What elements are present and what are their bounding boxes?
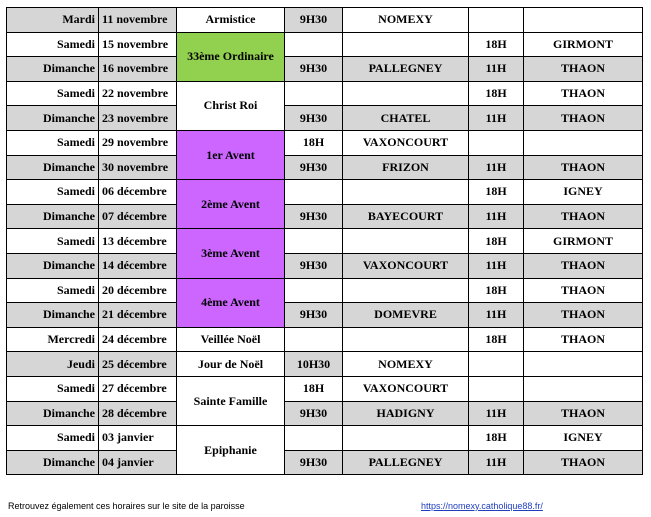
- date-cell: 22 novembre: [99, 81, 177, 106]
- time-cell: [469, 376, 524, 401]
- parish-cell: BAYECOURT: [343, 204, 469, 229]
- feast-cell: Epiphanie: [177, 426, 285, 475]
- time-cell: [285, 180, 343, 205]
- time-cell: 11H: [469, 155, 524, 180]
- parish-cell: PALLEGNEY: [343, 57, 469, 82]
- time-cell: [469, 352, 524, 377]
- date-cell: 23 novembre: [99, 106, 177, 131]
- date-cell: 14 décembre: [99, 253, 177, 278]
- time-cell: 18H: [469, 426, 524, 451]
- feast-cell: 33ème Ordinaire: [177, 32, 285, 81]
- day-cell: Samedi: [7, 32, 99, 57]
- time-cell: 10H30: [285, 352, 343, 377]
- time-cell: 18H: [469, 278, 524, 303]
- day-cell: Jeudi: [7, 352, 99, 377]
- day-cell: Samedi: [7, 376, 99, 401]
- date-cell: 15 novembre: [99, 32, 177, 57]
- parish-cell: [343, 327, 469, 352]
- day-cell: Dimanche: [7, 106, 99, 131]
- time-cell: 9H30: [285, 106, 343, 131]
- day-cell: Samedi: [7, 229, 99, 254]
- feast-cell: Armistice: [177, 8, 285, 33]
- parish-cell: THAON: [524, 278, 643, 303]
- parish-cell: THAON: [524, 204, 643, 229]
- time-cell: 11H: [469, 57, 524, 82]
- date-cell: 11 novembre: [99, 8, 177, 33]
- feast-cell: Jour de Noël: [177, 352, 285, 377]
- time-cell: [469, 8, 524, 33]
- time-cell: 9H30: [285, 204, 343, 229]
- table-row: [7, 253, 643, 278]
- date-cell: 04 janvier: [99, 450, 177, 475]
- time-cell: 9H30: [285, 401, 343, 426]
- time-cell: 18H: [469, 180, 524, 205]
- parish-cell: PALLEGNEY: [343, 450, 469, 475]
- time-cell: [285, 278, 343, 303]
- date-cell: 28 décembre: [99, 401, 177, 426]
- time-cell: 11H: [469, 450, 524, 475]
- time-cell: [285, 32, 343, 57]
- date-cell: 25 décembre: [99, 352, 177, 377]
- day-cell: Dimanche: [7, 253, 99, 278]
- day-cell: Dimanche: [7, 401, 99, 426]
- date-cell: 03 janvier: [99, 426, 177, 451]
- time-cell: 9H30: [285, 253, 343, 278]
- time-cell: 18H: [469, 327, 524, 352]
- parish-cell: [343, 229, 469, 254]
- table-row: [7, 450, 643, 475]
- parish-cell: VAXONCOURT: [343, 253, 469, 278]
- table-row: [7, 155, 643, 180]
- parish-cell: HADIGNY: [343, 401, 469, 426]
- day-cell: Dimanche: [7, 450, 99, 475]
- time-cell: 18H: [285, 130, 343, 155]
- table-row: [7, 130, 643, 155]
- time-cell: 9H30: [285, 155, 343, 180]
- date-cell: 13 décembre: [99, 229, 177, 254]
- day-cell: Dimanche: [7, 204, 99, 229]
- parish-cell: [343, 81, 469, 106]
- parish-cell: GIRMONT: [524, 229, 643, 254]
- table-row: [7, 106, 643, 131]
- parish-cell: FRIZON: [343, 155, 469, 180]
- time-cell: 18H: [469, 81, 524, 106]
- time-cell: [285, 426, 343, 451]
- day-cell: Mercredi: [7, 327, 99, 352]
- day-cell: Dimanche: [7, 303, 99, 328]
- parish-cell: NOMEXY: [343, 8, 469, 33]
- date-cell: 30 novembre: [99, 155, 177, 180]
- date-cell: 07 décembre: [99, 204, 177, 229]
- time-cell: [469, 130, 524, 155]
- table-row: [7, 303, 643, 328]
- parish-cell: [524, 352, 643, 377]
- table-row: [7, 57, 643, 82]
- parish-cell: CHATEL: [343, 106, 469, 131]
- day-cell: Mardi: [7, 8, 99, 33]
- table-row: [7, 352, 643, 377]
- table-row: [7, 376, 643, 401]
- parish-cell: THAON: [524, 327, 643, 352]
- parish-cell: THAON: [524, 253, 643, 278]
- parish-cell: THAON: [524, 57, 643, 82]
- time-cell: 11H: [469, 204, 524, 229]
- parish-cell: [524, 130, 643, 155]
- parish-cell: NOMEXY: [343, 352, 469, 377]
- time-cell: 18H: [469, 229, 524, 254]
- time-cell: [285, 229, 343, 254]
- feast-cell: Christ Roi: [177, 81, 285, 130]
- day-cell: Samedi: [7, 81, 99, 106]
- feast-cell: 4ème Avent: [177, 278, 285, 327]
- feast-cell: 1er Avent: [177, 130, 285, 179]
- table-row: [7, 401, 643, 426]
- parish-cell: THAON: [524, 303, 643, 328]
- table-row: [7, 180, 643, 205]
- time-cell: 11H: [469, 253, 524, 278]
- parish-cell: [343, 32, 469, 57]
- footer-note: Retrouvez également ces horaires sur le site de la paroisse: [8, 501, 245, 511]
- feast-cell: 2ème Avent: [177, 180, 285, 229]
- parish-cell: [524, 376, 643, 401]
- parish-cell: [343, 426, 469, 451]
- table-row: [7, 426, 643, 451]
- time-cell: 11H: [469, 401, 524, 426]
- day-cell: Dimanche: [7, 57, 99, 82]
- time-cell: 11H: [469, 106, 524, 131]
- parish-cell: VAXONCOURT: [343, 376, 469, 401]
- table-row: [7, 32, 643, 57]
- feast-cell: Veillée Noël: [177, 327, 285, 352]
- time-cell: 9H30: [285, 303, 343, 328]
- day-cell: Dimanche: [7, 155, 99, 180]
- date-cell: 29 novembre: [99, 130, 177, 155]
- day-cell: Samedi: [7, 278, 99, 303]
- time-cell: 11H: [469, 303, 524, 328]
- parish-cell: DOMEVRE: [343, 303, 469, 328]
- parish-cell: THAON: [524, 81, 643, 106]
- parish-website-link[interactable]: https://nomexy.catholique88.fr/: [421, 501, 543, 511]
- parish-cell: GIRMONT: [524, 32, 643, 57]
- time-cell: 9H30: [285, 450, 343, 475]
- parish-cell: IGNEY: [524, 180, 643, 205]
- date-cell: 24 décembre: [99, 327, 177, 352]
- day-cell: Samedi: [7, 180, 99, 205]
- parish-cell: [524, 8, 643, 33]
- date-cell: 21 décembre: [99, 303, 177, 328]
- parish-cell: THAON: [524, 401, 643, 426]
- table-row: [7, 229, 643, 254]
- date-cell: 27 décembre: [99, 376, 177, 401]
- table-row: [7, 81, 643, 106]
- time-cell: 18H: [469, 32, 524, 57]
- time-cell: 18H: [285, 376, 343, 401]
- parish-cell: [343, 180, 469, 205]
- date-cell: 16 novembre: [99, 57, 177, 82]
- parish-cell: THAON: [524, 106, 643, 131]
- parish-cell: THAON: [524, 450, 643, 475]
- day-cell: Samedi: [7, 426, 99, 451]
- time-cell: 9H30: [285, 57, 343, 82]
- time-cell: [285, 81, 343, 106]
- parish-cell: VAXONCOURT: [343, 130, 469, 155]
- day-cell: Samedi: [7, 130, 99, 155]
- table-row: [7, 278, 643, 303]
- table-row: [7, 204, 643, 229]
- mass-schedule-table: [6, 7, 643, 475]
- table-row: [7, 327, 643, 352]
- time-cell: [285, 327, 343, 352]
- date-cell: 06 décembre: [99, 180, 177, 205]
- parish-cell: [343, 278, 469, 303]
- table-row: [7, 8, 643, 33]
- date-cell: 20 décembre: [99, 278, 177, 303]
- feast-cell: Sainte Famille: [177, 376, 285, 425]
- parish-cell: THAON: [524, 155, 643, 180]
- feast-cell: 3ème Avent: [177, 229, 285, 278]
- parish-cell: IGNEY: [524, 426, 643, 451]
- time-cell: 9H30: [285, 8, 343, 33]
